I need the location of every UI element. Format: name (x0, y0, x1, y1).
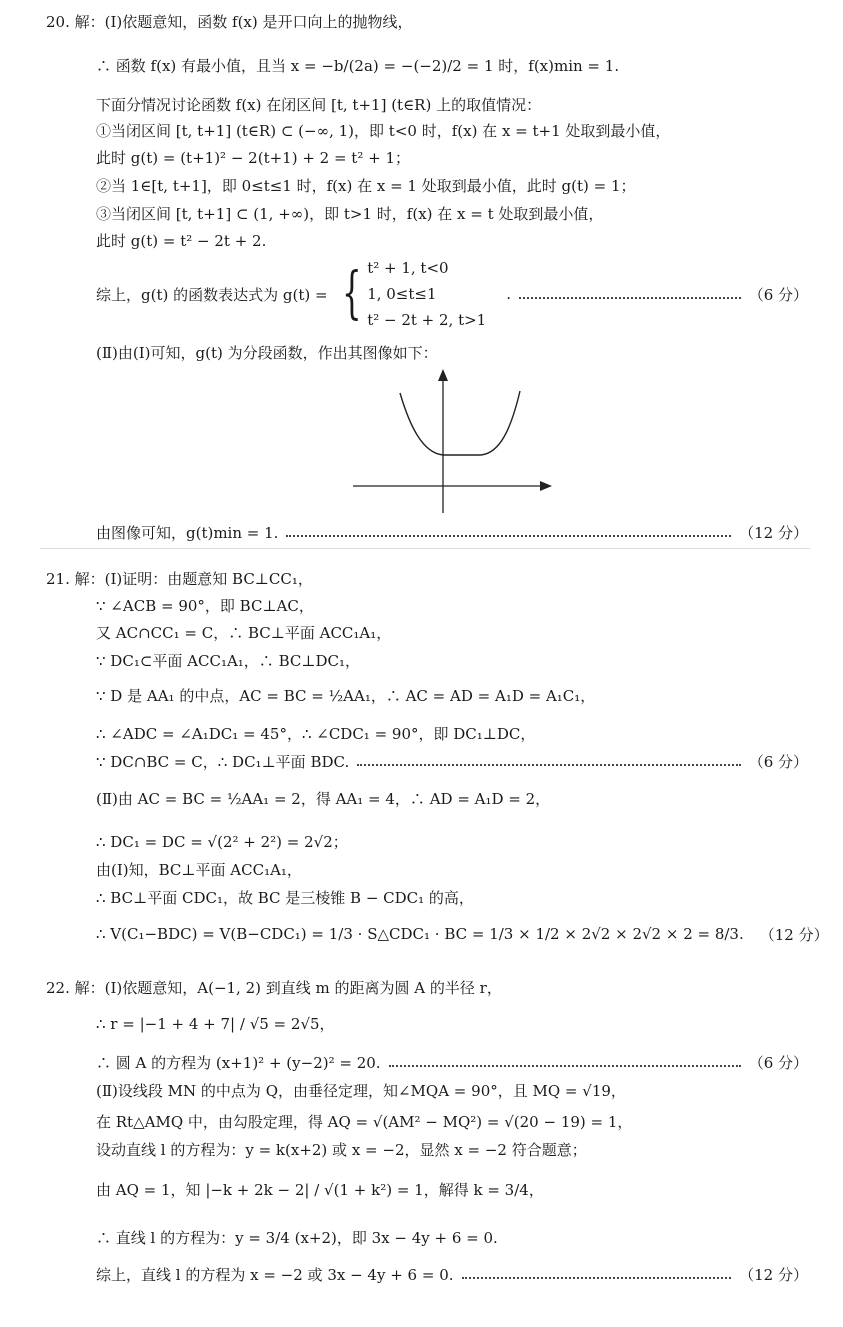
q22-line-9: 综上，直线 l 的方程为 x = −2 或 3x − 4y + 6 = 0. (96, 1265, 454, 1284)
q21-line-3: 又 AC∩CC₁ = C，∴ BC⊥平面 ACC₁A₁， (96, 624, 392, 642)
q21-line-4: ∵ DC₁⊂平面 ACC₁A₁，∴ BC⊥DC₁， (96, 652, 360, 670)
q20-dot-leader (519, 297, 741, 299)
q22-leader-3 (389, 1065, 741, 1067)
q20-piecewise-row (96, 258, 808, 330)
q20-case-3: t² − 2t + 2, t>1 (367, 311, 487, 329)
q20-case-2: 1, 0≤t≤1 (367, 285, 437, 303)
q22-line-6: 设动直线 l 的方程为：y = k(x+2) 或 x = −2，显然 x = −2 符合题意； (96, 1141, 587, 1159)
q20-line-8: 此时 g(t) = t² − 2t + 2. (96, 232, 267, 250)
q21-line-10: 由(Ⅰ)知，BC⊥平面 ACC₁A₁， (96, 861, 302, 879)
q22-line-3: ∴ 圆 A 的方程为 (x+1)² + (y−2)² = 20. (96, 1053, 381, 1072)
q21-line-8: (Ⅱ)由 AC = BC = ½AA₁ = 2，得 AA₁ = 4，∴ AD = A₁D = 2， (96, 790, 551, 808)
q20-piecewise-cases (367, 255, 486, 333)
g-curve (400, 391, 520, 455)
q21-line-11: ∴ BC⊥平面 CDC₁，故 BC 是三棱锥 B − CDC₁ 的高， (96, 889, 474, 907)
q20-score-6: （6 分） (748, 285, 808, 304)
q20-line-3: 下面分情况讨论函数 f(x) 在闭区间 [t, t+1] (t∈R) 上的取值情况： (96, 96, 542, 114)
q20-line-1: 20. 解：(Ⅰ)依题意知，函数 f(x) 是开口向上的抛物线， (46, 13, 413, 31)
q20-line-2: ∴ 函数 f(x) 有最小值，且当 x = −b/(2a) = −(−2)/2 = 1 时，f(x)min = 1. (96, 57, 620, 75)
q21-line-9: ∴ DC₁ = DC = √(2² + 2²) = 2√2； (96, 833, 348, 851)
q21-line-12: ∴ V(C₁−BDC) = V(B−CDC₁) = 1/3 · S△CDC₁ · BC = 1/3 × 1/2 × 2√2 × 2√2 × 2 = 8/3. (96, 925, 744, 943)
q22-line-2: ∴ r = |−1 + 4 + 7| / √5 = 2√5， (96, 1015, 335, 1033)
section-divider (40, 548, 810, 549)
q21-score-6: （6 分） (748, 752, 808, 771)
q21-line-2: ∵ ∠ACB = 90°，即 BC⊥AC， (96, 597, 314, 615)
q20-piecewise-prefix: 综上，g(t) 的函数表达式为 g(t) = (96, 285, 328, 304)
q20-piecewise-period: . (506, 285, 512, 303)
q20-line-7: ③当闭区间 [t, t+1] ⊂ (1, +∞)，即 t>1 时，f(x) 在 x = t 处取到最小值， (96, 205, 604, 223)
q21-row-7 (96, 751, 808, 771)
q20-line-10: (Ⅱ)由(Ⅰ)可知，g(t) 为分段函数，作出其图像如下： (96, 344, 438, 362)
q21-score-12: （12 分） (759, 925, 829, 944)
q22-score-12: （12 分） (739, 1265, 808, 1284)
q20-line-6: ②当 1∈[t, t+1]，即 0≤t≤1 时，f(x) 在 x = 1 处取到最小值，此时 g(t) = 1； (96, 177, 636, 195)
q22-line-1: 22. 解：(Ⅰ)依题意知，A(−1, 2) 到直线 m 的距离为圆 A 的半径 r， (46, 979, 502, 997)
q22-row-9 (96, 1264, 808, 1284)
g-graph (345, 365, 560, 515)
q21-line-7: ∵ DC∩BC = C，∴ DC₁⊥平面 BDC. (96, 752, 350, 771)
q20-left-brace: { (341, 261, 362, 326)
q21-row-12 (96, 924, 829, 944)
q20-line-4: ①当闭区间 [t, t+1] (t∈R) ⊂ (−∞, 1)，即 t<0 时，f(x) 在 x = t+1 处取到最小值， (96, 122, 671, 140)
q22-row-3 (96, 1052, 808, 1072)
q22-leader-9 (462, 1277, 732, 1279)
g-axis-arrow (438, 369, 448, 381)
q20-conclusion: 由图像可知，g(t)min = 1. (96, 523, 279, 542)
q21-line-6: ∴ ∠ADC = ∠A₁DC₁ = 45°，∴ ∠CDC₁ = 90°，即 DC₁⊥DC， (96, 725, 536, 743)
q22-line-5: 在 Rt△AMQ 中，由勾股定理，得 AQ = √(AM² − MQ²) = √(20 − 19) = 1， (96, 1113, 633, 1131)
q20-score-12: （12 分） (739, 523, 808, 542)
q20-case-1: t² + 1, t<0 (367, 259, 449, 277)
q21-line-5: ∵ D 是 AA₁ 的中点，AC = BC = ½AA₁，∴ AC = AD = A₁D = A₁C₁， (96, 687, 596, 705)
q22-line-8: ∴ 直线 l 的方程为：y = 3/4 (x+2)，即 3x − 4y + 6 = 0. (96, 1229, 498, 1247)
q22-line-4: (Ⅱ)设线段 MN 的中点为 Q，由垂径定理，知∠MQA = 90°，且 MQ = √19， (96, 1082, 626, 1100)
q20-line-5: 此时 g(t) = (t+1)² − 2(t+1) + 2 = t² + 1； (96, 149, 410, 167)
q22-line-7: 由 AQ = 1，知 |−k + 2k − 2| / √(1 + k²) = 1，解得 k = 3/4， (96, 1181, 544, 1199)
t-axis-arrow (540, 481, 552, 491)
q21-line-1: 21. 解：(Ⅰ)证明：由题意知 BC⊥CC₁， (46, 570, 313, 588)
q20-conclusion-leader (286, 535, 731, 537)
q21-leader-7 (357, 764, 740, 766)
q22-score-6: （6 分） (748, 1053, 808, 1072)
q20-conclusion-row (96, 522, 808, 542)
